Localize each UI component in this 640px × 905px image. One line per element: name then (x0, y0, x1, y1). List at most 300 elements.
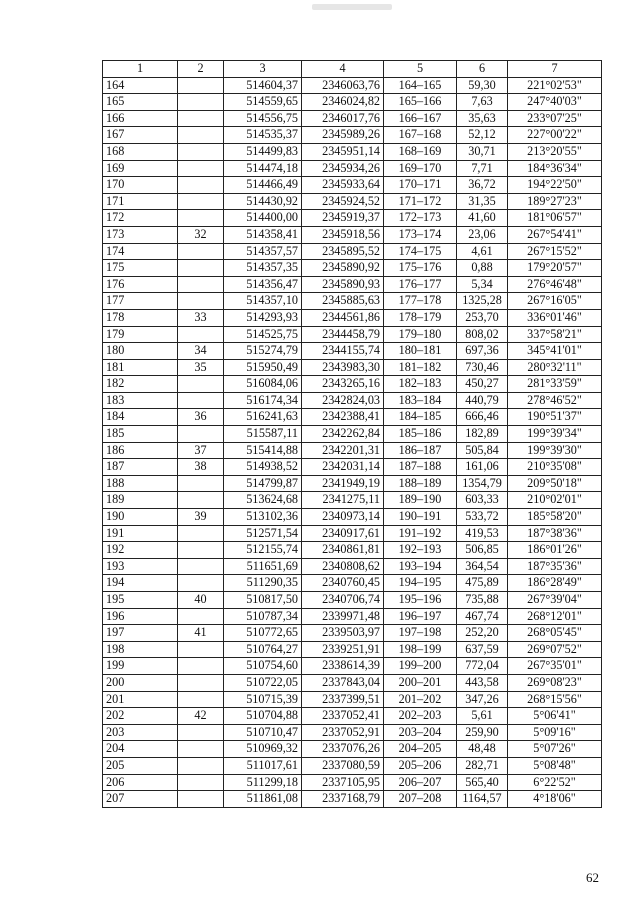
length-cell: 730,46 (457, 359, 508, 376)
table-row (103, 641, 602, 658)
y-coordinate-cell: 2339971,48 (302, 608, 384, 625)
length-cell: 603,33 (457, 492, 508, 509)
segment-cell: 164–165 (384, 77, 457, 94)
segment-cell: 205–206 (384, 757, 457, 774)
y-coordinate-cell: 2344458,79 (302, 326, 384, 343)
point-number-cell: 195 (103, 592, 178, 609)
table-row (103, 309, 602, 326)
table-row (103, 674, 602, 691)
bearing-cell: 210°35'08" (508, 459, 602, 476)
x-coordinate-cell: 510787,34 (224, 608, 302, 625)
table-row (103, 409, 602, 426)
x-coordinate-cell: 514357,10 (224, 293, 302, 310)
segment-cell: 194–195 (384, 575, 457, 592)
y-coordinate-cell: 2340706,74 (302, 592, 384, 609)
table-row (103, 193, 602, 210)
point-number-cell: 191 (103, 525, 178, 542)
bearing-cell: 233°07'25" (508, 110, 602, 127)
segment-cell: 186–187 (384, 442, 457, 459)
point-number-cell: 169 (103, 160, 178, 177)
bearing-cell: 186°28'49" (508, 575, 602, 592)
length-cell: 467,74 (457, 608, 508, 625)
segment-cell: 172–173 (384, 210, 457, 227)
y-coordinate-cell: 2340973,14 (302, 509, 384, 526)
point-number-cell: 182 (103, 376, 178, 393)
segment-cell: 176–177 (384, 276, 457, 293)
y-coordinate-cell: 2342262,84 (302, 426, 384, 443)
table-row (103, 160, 602, 177)
table-row (103, 293, 602, 310)
header-cell-col3: 3 (224, 61, 302, 78)
length-cell: 533,72 (457, 509, 508, 526)
length-cell: 0,88 (457, 260, 508, 277)
length-cell: 1164,57 (457, 791, 508, 808)
table-row (103, 210, 602, 227)
y-coordinate-cell: 2337843,04 (302, 674, 384, 691)
table-row (103, 741, 602, 758)
segment-cell: 191–192 (384, 525, 457, 542)
point-number-cell: 174 (103, 243, 178, 260)
section-number-cell (178, 492, 224, 509)
y-coordinate-cell: 2337168,79 (302, 791, 384, 808)
y-coordinate-cell: 2337080,59 (302, 757, 384, 774)
table-row (103, 575, 602, 592)
section-number-cell: 32 (178, 226, 224, 243)
segment-cell: 206–207 (384, 774, 457, 791)
bearing-cell: 210°02'01" (508, 492, 602, 509)
bearing-cell: 4°18'06" (508, 791, 602, 808)
section-number-cell: 33 (178, 309, 224, 326)
bearing-cell: 280°32'11" (508, 359, 602, 376)
segment-cell: 185–186 (384, 426, 457, 443)
section-number-cell (178, 127, 224, 144)
bearing-cell: 267°39'04" (508, 592, 602, 609)
length-cell: 347,26 (457, 691, 508, 708)
header-cell-col7: 7 (508, 61, 602, 78)
length-cell: 36,72 (457, 177, 508, 194)
header-cell-col6: 6 (457, 61, 508, 78)
y-coordinate-cell: 2340808,62 (302, 558, 384, 575)
bearing-cell: 267°15'52" (508, 243, 602, 260)
y-coordinate-cell: 2346024,82 (302, 94, 384, 111)
section-number-cell (178, 475, 224, 492)
x-coordinate-cell: 510715,39 (224, 691, 302, 708)
table-row (103, 177, 602, 194)
x-coordinate-cell: 512155,74 (224, 542, 302, 559)
length-cell: 506,85 (457, 542, 508, 559)
section-number-cell (178, 724, 224, 741)
length-cell: 666,46 (457, 409, 508, 426)
point-number-cell: 184 (103, 409, 178, 426)
length-cell: 23,06 (457, 226, 508, 243)
section-number-cell (178, 392, 224, 409)
length-cell: 48,48 (457, 741, 508, 758)
section-number-cell: 40 (178, 592, 224, 609)
section-number-cell (178, 293, 224, 310)
y-coordinate-cell: 2337105,95 (302, 774, 384, 791)
length-cell: 772,04 (457, 658, 508, 675)
segment-cell: 201–202 (384, 691, 457, 708)
y-coordinate-cell: 2345890,92 (302, 260, 384, 277)
header-cell-col4: 4 (302, 61, 384, 78)
segment-cell: 168–169 (384, 143, 457, 160)
point-number-cell: 199 (103, 658, 178, 675)
y-coordinate-cell: 2338614,39 (302, 658, 384, 675)
table-row (103, 509, 602, 526)
x-coordinate-cell: 511290,35 (224, 575, 302, 592)
point-number-cell: 200 (103, 674, 178, 691)
section-number-cell (178, 210, 224, 227)
point-number-cell: 168 (103, 143, 178, 160)
table-row (103, 326, 602, 343)
section-number-cell (178, 160, 224, 177)
length-cell: 1354,79 (457, 475, 508, 492)
length-cell: 637,59 (457, 641, 508, 658)
y-coordinate-cell: 2341949,19 (302, 475, 384, 492)
segment-cell: 196–197 (384, 608, 457, 625)
section-number-cell (178, 542, 224, 559)
y-coordinate-cell: 2345890,93 (302, 276, 384, 293)
point-number-cell: 173 (103, 226, 178, 243)
y-coordinate-cell: 2342201,31 (302, 442, 384, 459)
bearing-cell: 209°50'18" (508, 475, 602, 492)
length-cell: 282,71 (457, 757, 508, 774)
table-row (103, 376, 602, 393)
segment-cell: 184–185 (384, 409, 457, 426)
x-coordinate-cell: 510722,05 (224, 674, 302, 691)
bearing-cell: 247°40'03" (508, 94, 602, 111)
bearing-cell: 189°27'23" (508, 193, 602, 210)
length-cell: 505,84 (457, 442, 508, 459)
table-row (103, 691, 602, 708)
x-coordinate-cell: 510704,88 (224, 708, 302, 725)
length-cell: 253,70 (457, 309, 508, 326)
y-coordinate-cell: 2346017,76 (302, 110, 384, 127)
length-cell: 364,54 (457, 558, 508, 575)
length-cell: 440,79 (457, 392, 508, 409)
table-row (103, 143, 602, 160)
point-number-cell: 193 (103, 558, 178, 575)
point-number-cell: 180 (103, 343, 178, 360)
x-coordinate-cell: 515274,79 (224, 343, 302, 360)
segment-cell: 188–189 (384, 475, 457, 492)
bearing-cell: 179°20'57" (508, 260, 602, 277)
x-coordinate-cell: 514400,00 (224, 210, 302, 227)
length-cell: 5,34 (457, 276, 508, 293)
segment-cell: 192–193 (384, 542, 457, 559)
segment-cell: 195–196 (384, 592, 457, 609)
segment-cell: 171–172 (384, 193, 457, 210)
section-number-cell: 36 (178, 409, 224, 426)
y-coordinate-cell: 2337076,26 (302, 741, 384, 758)
point-number-cell: 202 (103, 708, 178, 725)
section-number-cell: 41 (178, 625, 224, 642)
bearing-cell: 194°22'50" (508, 177, 602, 194)
length-cell: 697,36 (457, 343, 508, 360)
section-number-cell (178, 110, 224, 127)
section-number-cell (178, 608, 224, 625)
section-number-cell (178, 193, 224, 210)
bearing-cell: 337°58'21" (508, 326, 602, 343)
length-cell: 52,12 (457, 127, 508, 144)
segment-cell: 178–179 (384, 309, 457, 326)
length-cell: 35,63 (457, 110, 508, 127)
section-number-cell (178, 658, 224, 675)
y-coordinate-cell: 2340861,81 (302, 542, 384, 559)
length-cell: 419,53 (457, 525, 508, 542)
bearing-cell: 190°51'37" (508, 409, 602, 426)
x-coordinate-cell: 514474,18 (224, 160, 302, 177)
table-row (103, 392, 602, 409)
length-cell: 259,90 (457, 724, 508, 741)
length-cell: 450,27 (457, 376, 508, 393)
bearing-cell: 336°01'46" (508, 309, 602, 326)
x-coordinate-cell: 514799,87 (224, 475, 302, 492)
bearing-cell: 5°07'26" (508, 741, 602, 758)
x-coordinate-cell: 510969,32 (224, 741, 302, 758)
length-cell: 252,20 (457, 625, 508, 642)
length-cell: 565,40 (457, 774, 508, 791)
point-number-cell: 186 (103, 442, 178, 459)
section-number-cell: 38 (178, 459, 224, 476)
x-coordinate-cell: 514499,83 (224, 143, 302, 160)
length-cell: 4,61 (457, 243, 508, 260)
point-number-cell: 205 (103, 757, 178, 774)
section-number-cell: 34 (178, 343, 224, 360)
x-coordinate-cell: 513102,36 (224, 509, 302, 526)
segment-cell: 170–171 (384, 177, 457, 194)
header-cell-col1: 1 (103, 61, 178, 78)
bearing-cell: 186°01'26" (508, 542, 602, 559)
x-coordinate-cell: 514358,41 (224, 226, 302, 243)
table-row (103, 757, 602, 774)
point-number-cell: 190 (103, 509, 178, 526)
table-row (103, 475, 602, 492)
segment-cell: 207–208 (384, 791, 457, 808)
length-cell: 30,71 (457, 143, 508, 160)
point-number-cell: 166 (103, 110, 178, 127)
length-cell: 5,61 (457, 708, 508, 725)
table-row (103, 260, 602, 277)
table-header-row (103, 61, 602, 78)
section-number-cell (178, 426, 224, 443)
x-coordinate-cell: 514466,49 (224, 177, 302, 194)
table-row (103, 343, 602, 360)
x-coordinate-cell: 514535,37 (224, 127, 302, 144)
segment-cell: 167–168 (384, 127, 457, 144)
table-row (103, 492, 602, 509)
y-coordinate-cell: 2345951,14 (302, 143, 384, 160)
segment-cell: 187–188 (384, 459, 457, 476)
segment-cell: 165–166 (384, 94, 457, 111)
segment-cell: 189–190 (384, 492, 457, 509)
bearing-cell: 185°58'20" (508, 509, 602, 526)
section-number-cell (178, 691, 224, 708)
segment-cell: 175–176 (384, 260, 457, 277)
bearing-cell: 267°16'05" (508, 293, 602, 310)
bearing-cell: 187°35'36" (508, 558, 602, 575)
point-number-cell: 177 (103, 293, 178, 310)
bearing-cell: 199°39'34" (508, 426, 602, 443)
point-number-cell: 196 (103, 608, 178, 625)
segment-cell: 199–200 (384, 658, 457, 675)
segment-cell: 190–191 (384, 509, 457, 526)
point-number-cell: 164 (103, 77, 178, 94)
y-coordinate-cell: 2345895,52 (302, 243, 384, 260)
section-number-cell (178, 94, 224, 111)
x-coordinate-cell: 514604,37 (224, 77, 302, 94)
y-coordinate-cell: 2342388,41 (302, 409, 384, 426)
segment-cell: 197–198 (384, 625, 457, 642)
section-number-cell (178, 276, 224, 293)
segment-cell: 174–175 (384, 243, 457, 260)
header-cell-col2: 2 (178, 61, 224, 78)
section-number-cell (178, 791, 224, 808)
table-row (103, 625, 602, 642)
coordinates-table (102, 60, 602, 808)
x-coordinate-cell: 514356,47 (224, 276, 302, 293)
bearing-cell: 269°07'52" (508, 641, 602, 658)
x-coordinate-cell: 516241,63 (224, 409, 302, 426)
section-number-cell (178, 741, 224, 758)
y-coordinate-cell: 2345885,63 (302, 293, 384, 310)
segment-cell: 200–201 (384, 674, 457, 691)
point-number-cell: 178 (103, 309, 178, 326)
section-number-cell (178, 525, 224, 542)
length-cell: 182,89 (457, 426, 508, 443)
y-coordinate-cell: 2341275,11 (302, 492, 384, 509)
table-row (103, 724, 602, 741)
point-number-cell: 171 (103, 193, 178, 210)
segment-cell: 181–182 (384, 359, 457, 376)
point-number-cell: 170 (103, 177, 178, 194)
point-number-cell: 165 (103, 94, 178, 111)
x-coordinate-cell: 515587,11 (224, 426, 302, 443)
bearing-cell: 5°06'41" (508, 708, 602, 725)
x-coordinate-cell: 514559,65 (224, 94, 302, 111)
y-coordinate-cell: 2345924,52 (302, 193, 384, 210)
bearing-cell: 268°12'01" (508, 608, 602, 625)
bearing-cell: 278°46'52" (508, 392, 602, 409)
table-row (103, 608, 602, 625)
y-coordinate-cell: 2345933,64 (302, 177, 384, 194)
point-number-cell: 204 (103, 741, 178, 758)
length-cell: 161,06 (457, 459, 508, 476)
table-row (103, 708, 602, 725)
point-number-cell: 176 (103, 276, 178, 293)
y-coordinate-cell: 2339503,97 (302, 625, 384, 642)
bearing-cell: 221°02'53" (508, 77, 602, 94)
length-cell: 808,02 (457, 326, 508, 343)
table-row (103, 243, 602, 260)
x-coordinate-cell: 514525,75 (224, 326, 302, 343)
bearing-cell: 5°08'48" (508, 757, 602, 774)
point-number-cell: 185 (103, 426, 178, 443)
x-coordinate-cell: 510817,50 (224, 592, 302, 609)
y-coordinate-cell: 2345934,26 (302, 160, 384, 177)
point-number-cell: 175 (103, 260, 178, 277)
table-row (103, 276, 602, 293)
segment-cell: 203–204 (384, 724, 457, 741)
table-row (103, 592, 602, 609)
y-coordinate-cell: 2340760,45 (302, 575, 384, 592)
bearing-cell: 187°38'36" (508, 525, 602, 542)
point-number-cell: 183 (103, 392, 178, 409)
x-coordinate-cell: 514357,57 (224, 243, 302, 260)
segment-cell: 177–178 (384, 293, 457, 310)
point-number-cell: 167 (103, 127, 178, 144)
length-cell: 41,60 (457, 210, 508, 227)
segment-cell: 173–174 (384, 226, 457, 243)
length-cell: 7,71 (457, 160, 508, 177)
point-number-cell: 192 (103, 542, 178, 559)
y-coordinate-cell: 2345989,26 (302, 127, 384, 144)
table-row (103, 359, 602, 376)
section-number-cell (178, 774, 224, 791)
point-number-cell: 194 (103, 575, 178, 592)
section-number-cell (178, 641, 224, 658)
bearing-cell: 199°39'30" (508, 442, 602, 459)
x-coordinate-cell: 510754,60 (224, 658, 302, 675)
x-coordinate-cell: 511017,61 (224, 757, 302, 774)
table-row (103, 459, 602, 476)
x-coordinate-cell: 511651,69 (224, 558, 302, 575)
y-coordinate-cell: 2343983,30 (302, 359, 384, 376)
x-coordinate-cell: 510772,65 (224, 625, 302, 642)
section-number-cell (178, 674, 224, 691)
section-number-cell (178, 326, 224, 343)
point-number-cell: 198 (103, 641, 178, 658)
length-cell: 31,35 (457, 193, 508, 210)
section-number-cell: 42 (178, 708, 224, 725)
bearing-cell: 268°15'56" (508, 691, 602, 708)
length-cell: 59,30 (457, 77, 508, 94)
bearing-cell: 213°20'55" (508, 143, 602, 160)
table-row (103, 525, 602, 542)
bearing-cell: 345°41'01" (508, 343, 602, 360)
table-row (103, 791, 602, 808)
bearing-cell: 184°36'34" (508, 160, 602, 177)
bearing-cell: 281°33'59" (508, 376, 602, 393)
segment-cell: 204–205 (384, 741, 457, 758)
table-row (103, 77, 602, 94)
length-cell: 1325,28 (457, 293, 508, 310)
bearing-cell: 5°09'16" (508, 724, 602, 741)
section-number-cell (178, 376, 224, 393)
y-coordinate-cell: 2342824,03 (302, 392, 384, 409)
x-coordinate-cell: 514293,93 (224, 309, 302, 326)
bearing-cell: 267°54'41" (508, 226, 602, 243)
segment-cell: 182–183 (384, 376, 457, 393)
table-row (103, 110, 602, 127)
table-row (103, 442, 602, 459)
x-coordinate-cell: 515414,88 (224, 442, 302, 459)
bearing-cell: 276°46'48" (508, 276, 602, 293)
table-row (103, 94, 602, 111)
x-coordinate-cell: 514357,35 (224, 260, 302, 277)
table-body (103, 61, 602, 808)
y-coordinate-cell: 2340917,61 (302, 525, 384, 542)
section-number-cell: 37 (178, 442, 224, 459)
section-number-cell (178, 177, 224, 194)
segment-cell: 202–203 (384, 708, 457, 725)
point-number-cell: 206 (103, 774, 178, 791)
section-number-cell: 39 (178, 509, 224, 526)
x-coordinate-cell: 516084,06 (224, 376, 302, 393)
table-row (103, 774, 602, 791)
bearing-cell: 227°00'22" (508, 127, 602, 144)
length-cell: 7,63 (457, 94, 508, 111)
